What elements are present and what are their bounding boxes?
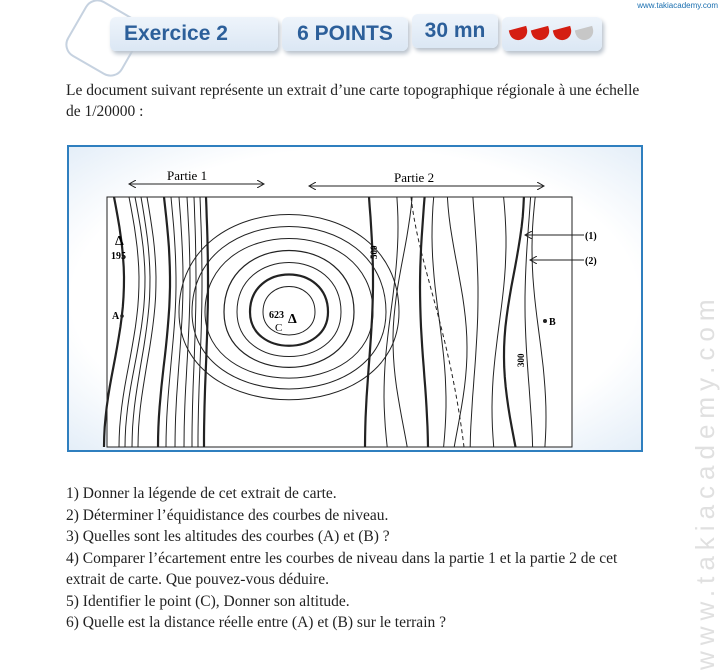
- site-url[interactable]: www.takiacademy.com: [637, 1, 718, 10]
- questions-list: [66, 483, 646, 634]
- point-c-label: C: [275, 322, 283, 334]
- watermark: www.takiacademy.com: [690, 293, 720, 670]
- chili-pepper-icon: [553, 26, 573, 42]
- chili-pepper-icon: [575, 26, 595, 42]
- point-b-marker: [543, 319, 547, 323]
- question-item: 6) Quelle est la distance réelle entre (A) et (B) sur le terrain ?: [66, 614, 446, 631]
- summit-195-label: 195: [111, 251, 126, 262]
- summit-triangle-icon: Δ: [115, 234, 124, 249]
- peak-triangle-icon: Δ: [288, 312, 297, 327]
- part2-label: Partie 2: [394, 170, 435, 185]
- part1-label: Partie 1: [167, 168, 208, 183]
- question-item: 5) Identifier le point (C), Donner son altitude.: [66, 592, 350, 610]
- duration-badge: 30 mn: [412, 14, 498, 48]
- map-figure: [67, 145, 643, 452]
- contour-500-label: 500: [369, 245, 379, 259]
- exercise-badge: Exercice 2: [110, 17, 278, 51]
- chili-pepper-icon: [531, 26, 551, 42]
- point-a-label: A: [112, 311, 120, 322]
- topographic-map: [69, 147, 641, 450]
- point-b-label: B: [549, 317, 556, 328]
- intro-text: Le document suivant représente un extrait d’une carte topographique régionale à une échelle de 1/20000 :: [66, 82, 640, 120]
- difficulty-badge: [502, 17, 602, 51]
- contour-300-label: 300: [516, 353, 526, 367]
- points-badge: 6 POINTS: [282, 17, 408, 51]
- question-item: 1) Donner la légende de cet extrait de carte.: [66, 485, 337, 502]
- question-item: 4) Comparer l’écartement entre les courbes de niveau dans la partie 1 et la partie 2 de cet extrait de carte. Que pouvez-vous déduire.: [66, 549, 618, 588]
- question-item: 2) Déterminer l’équidistance des courbes de niveau.: [66, 506, 389, 524]
- callout-2-label: (2): [585, 256, 597, 267]
- question-item: 3) Quelles sont les altitudes des courbes (A) et (B) ?: [66, 528, 390, 545]
- peak-altitude-label: 623: [269, 310, 284, 321]
- callout-1-label: (1): [585, 231, 597, 242]
- point-a-marker: [120, 314, 124, 318]
- chili-pepper-icon: [509, 26, 529, 42]
